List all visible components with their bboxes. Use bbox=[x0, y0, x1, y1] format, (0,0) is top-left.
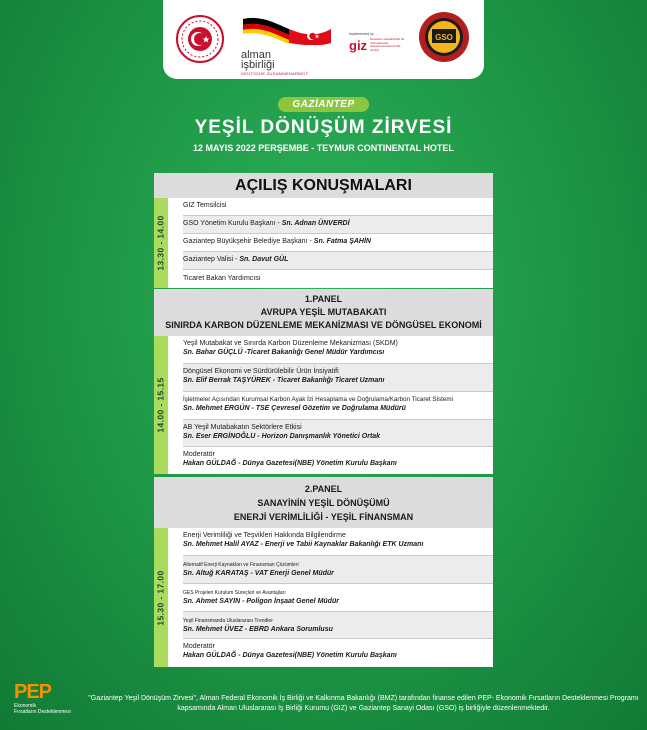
item-speaker: Sn. Fatma ŞAHİN bbox=[313, 238, 371, 246]
panel2-header bbox=[154, 477, 493, 528]
list-item bbox=[183, 639, 493, 667]
item-title: Yeşil Finansmanda Uluslararası Trendler bbox=[183, 618, 273, 624]
pep-sub2: Fırsatların Desteklenmesi bbox=[14, 709, 71, 715]
item-title: Gaziantep Büyükşehir Belediye Başkanı - bbox=[183, 238, 312, 246]
ministry-seal-icon bbox=[175, 14, 225, 64]
panel1-time-bar bbox=[154, 336, 168, 474]
list-item bbox=[183, 336, 493, 364]
pep-logo bbox=[14, 681, 84, 725]
item-speaker: Sn. Mehmet ERGÜN - TSE Çevresel Gözetim ve Doğrulama Müdürü bbox=[183, 404, 406, 412]
opening-card bbox=[154, 173, 493, 288]
item-speaker: Sn. Altuğ KARATAŞ - VAT Enerji Genel Müdür bbox=[183, 569, 334, 577]
implemented-by-text: Implemented by bbox=[349, 32, 374, 36]
list-item bbox=[183, 198, 493, 216]
opening-header bbox=[154, 173, 493, 198]
panel1-card bbox=[154, 289, 493, 474]
alman-isbirligi-logo bbox=[241, 15, 333, 76]
item-title: Moderatör bbox=[183, 643, 215, 650]
item-speaker: Sn. Elif Berrak TAŞYÜREK - Ticaret Bakanlığı Ticaret Uzmanı bbox=[183, 376, 385, 384]
item-title: İşletmeler Açısından Kurumsal Karbon Ayak İzi Hesaplama ve Doğrulama/Karbon Ticaret Sistemi bbox=[183, 396, 454, 403]
item-title: AB Yeşil Mutabakatın Sektörlere Etkisi bbox=[183, 424, 302, 431]
event-subtitle: 12 MAYIS 2022 PERŞEMBE - TEYMUR CONTINENTAL HOTEL bbox=[193, 143, 454, 153]
svg-text:GSO: GSO bbox=[435, 33, 453, 42]
item-speaker: Sn. Mehmet Halil AYAZ - Enerji ve Tabii Kaynaklar Bakanlığı ETK Uzmanı bbox=[183, 540, 424, 548]
giz-logo bbox=[349, 32, 409, 62]
item-speaker: Sn. Mehmet ÜVEZ - EBRD Ankara Sorumlusu bbox=[183, 625, 333, 633]
item-speaker: Sn. Adnan ÜNVERDİ bbox=[281, 220, 350, 228]
gso-seal-icon bbox=[418, 11, 470, 63]
opening-time-bar bbox=[154, 198, 168, 288]
event-header bbox=[0, 94, 647, 153]
panel2-subtitle: ENERJİ VERİMLİLİĞİ - YEŞİL FİNANSMAN bbox=[233, 512, 414, 522]
list-item bbox=[183, 252, 493, 270]
footer-note: "Gaziantep Yeşil Dönüşüm Zirvesi", Alman Federal Ekonomik İş Birliği ve Kalkınma Bakanlığı (BMZ) tarafından finanse edilen PEP- Ekonomik Fırsatların Desteklenmesi Programı kapsamında Alman Uluslararası İş Birliği Kurumu (GIZ) ve Gaziantep Sanayi Odası (GSO) iş birliğiyle düzenlenmektedir. bbox=[88, 695, 639, 712]
panel2-time-bar bbox=[154, 528, 168, 667]
list-item bbox=[183, 528, 493, 556]
list-item bbox=[183, 612, 493, 639]
opening-time: 13.30 - 14.00 bbox=[156, 215, 167, 271]
panel2-number: 2.PANEL bbox=[304, 484, 343, 494]
opening-title: AÇILIŞ KONUŞMALARI bbox=[235, 177, 412, 194]
panel1-subtitle: SINIRDA KARBON DÜZENLEME MEKANİZMASI VE DÖNGÜSEL EKONOMİ bbox=[165, 320, 482, 330]
deutsche-zusammenarbeit-text: DEUTSCHE ZUSAMMENARBEIT bbox=[241, 71, 309, 76]
list-item bbox=[183, 447, 493, 474]
giz-wordmark: giz bbox=[349, 38, 368, 53]
logo-bar bbox=[163, 0, 484, 79]
list-item bbox=[183, 584, 493, 612]
panel2-title: SANAYİNİN YEŞİL DÖNÜŞÜMÜ bbox=[257, 498, 390, 508]
pep-wordmark: PEP bbox=[14, 681, 52, 703]
flags-ribbon-icon bbox=[241, 15, 333, 45]
list-item bbox=[183, 216, 493, 234]
pep-sub1: Ekonomik bbox=[14, 703, 36, 709]
item-speaker: Sn. Ahmet SAYIN - Poligon İnşaat Genel Müdür bbox=[183, 597, 339, 605]
panel1-title: AVRUPA YEŞİL MUTABAKATI bbox=[260, 307, 387, 317]
item-title: Enerji Verimliliği ve Teşvikleri Hakkında Bilgilendirme bbox=[183, 532, 346, 539]
giz-description: Deutsche Gesellschaft für Internationale Zusammenarbeit (GIZ) GmbH bbox=[370, 37, 405, 52]
item-speaker: Hakan GÜLDAĞ - Dünya Gazetesi(NBE) Yönetim Kurulu Başkanı bbox=[183, 459, 397, 467]
alman-text: alman bbox=[241, 49, 271, 61]
panel1-header bbox=[154, 289, 493, 336]
item-title: Gaziantep Valisi - bbox=[183, 256, 238, 264]
panel2-time: 15.30 - 17.00 bbox=[156, 569, 167, 626]
list-item bbox=[183, 364, 493, 392]
list-item bbox=[183, 234, 493, 252]
panel1-time: 14.00 - 15.15 bbox=[156, 377, 167, 433]
event-title: YEŞİL DÖNÜŞÜM ZİRVESİ bbox=[194, 117, 453, 138]
city-badge: GAZİANTEP bbox=[278, 97, 368, 112]
item-title: GIZ Temsilcisi bbox=[183, 202, 227, 210]
item-title: Ticaret Bakan Yardımcısı bbox=[183, 274, 261, 282]
item-speaker: Hakan GÜLDAĞ - Dünya Gazetesi(NBE) Yönetim Kurulu Başkanı bbox=[183, 651, 397, 659]
panel1-number: 1.PANEL bbox=[304, 294, 343, 304]
list-item bbox=[183, 420, 493, 447]
isbirligi-text: işbirliği bbox=[241, 59, 275, 71]
item-title: Alternatif Enerji Kaynakları ve Finansman Çözümleri bbox=[183, 562, 299, 568]
item-title: GSO Yönetim Kurulu Başkanı - bbox=[183, 220, 280, 228]
item-title: Moderatör bbox=[183, 451, 215, 458]
item-title: Döngüsel Ekonomi ve Sürdürülebilir Ürün İnsiyatifi bbox=[183, 368, 339, 375]
item-speaker: Sn. Bahar GÜÇLÜ -Ticaret Bakanlığı Genel Müdür Yardımcısı bbox=[183, 348, 385, 356]
list-item bbox=[183, 270, 493, 288]
item-title: Yeşil Mutabakat ve Sınırda Karbon Düzenleme Mekanizması (SKDM) bbox=[183, 340, 398, 347]
list-item bbox=[183, 392, 493, 420]
item-title: GES Projeleri Kurulum Süreçleri ve Avantajları bbox=[183, 590, 286, 596]
list-item bbox=[183, 556, 493, 584]
item-speaker: Sn. Davut GÜL bbox=[239, 256, 289, 264]
item-speaker: Sn. Eser ERGİNOĞLU - Horizon Danışmanlık Yönetici Ortak bbox=[183, 432, 381, 440]
panel2-card bbox=[154, 477, 493, 667]
